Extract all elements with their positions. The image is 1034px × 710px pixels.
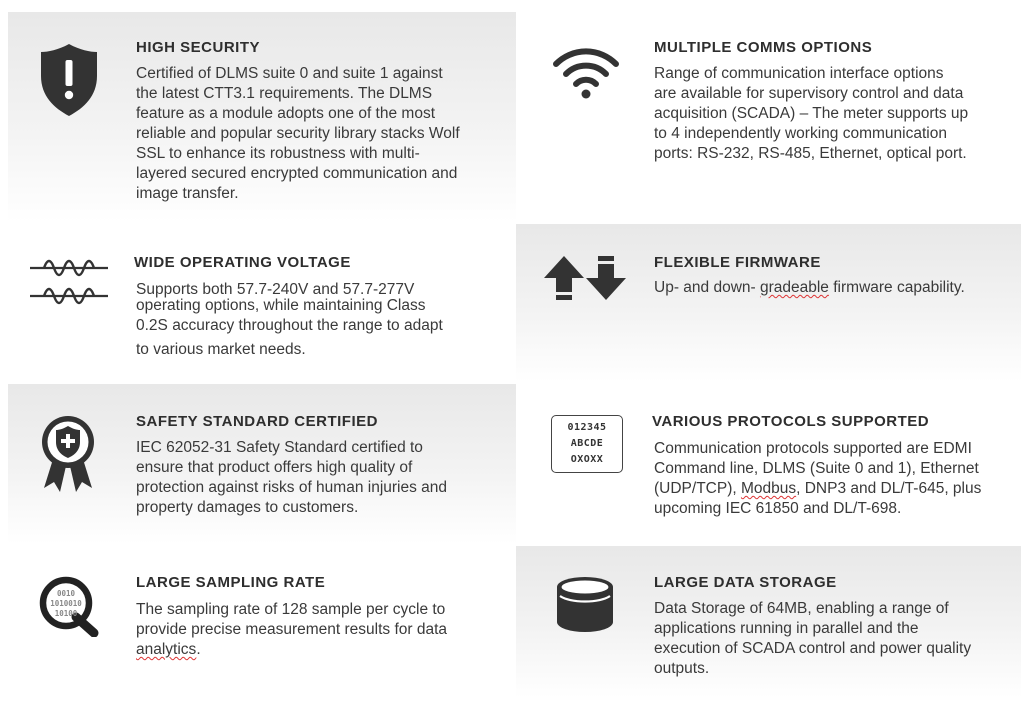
waveform-icon	[28, 254, 110, 310]
feature-description	[654, 278, 1014, 298]
description-line: property damages to customers.	[136, 499, 359, 516]
description-line: to various market needs.	[136, 341, 306, 358]
description-text: (UDP/TCP),	[654, 480, 741, 497]
feature-description	[136, 64, 506, 204]
description-line: reliable and popular security library stacks Wolf	[136, 125, 460, 142]
binary-text: 0010	[56, 589, 76, 598]
feature-description	[654, 599, 1014, 679]
description-line: outputs.	[654, 660, 710, 677]
description-line: the latest CTT3.1 requirements. The DLMS	[136, 85, 433, 102]
description-line: Command line, DLMS (Suite 0 and 1), Ethernet	[654, 460, 979, 477]
feature-description	[654, 439, 1014, 519]
description-line: ports: RS-232, RS-485, Ethernet, optical port.	[654, 145, 967, 162]
spellcheck-marked-word: analytics	[136, 641, 197, 658]
description-line	[654, 479, 1014, 499]
description-line: image transfer.	[136, 185, 239, 202]
protocol-text-icon	[551, 415, 623, 473]
description-line: provide precise measurement results for data	[136, 621, 448, 638]
feature-title: SAFETY STANDARD CERTIFIED	[136, 413, 378, 430]
binary-text: 10100	[54, 609, 78, 618]
description-line: SSL to enhance its robustness with multi-	[136, 145, 420, 162]
description-line: Data Storage of 64MB, enabling a range of	[654, 600, 949, 617]
spellcheck-marked-word: gradeable	[759, 279, 829, 296]
description-line: protection against risks of human injuries and	[136, 479, 448, 496]
description-line: operating options, while maintaining Class	[136, 297, 426, 314]
feature-description	[136, 438, 506, 518]
description-line	[136, 640, 506, 660]
description-line: applications running in parallel and the	[654, 620, 919, 637]
wifi-icon	[552, 46, 620, 100]
feature-title: FLEXIBLE FIRMWARE	[654, 254, 821, 271]
feature-title: MULTIPLE COMMS OPTIONS	[654, 39, 873, 56]
database-cylinder-icon	[555, 576, 615, 634]
description-text: firmware capability.	[828, 279, 965, 296]
binary-text: 1010010	[50, 599, 82, 608]
description-line: acquisition (SCADA) – The meter supports up	[654, 105, 969, 122]
feature-description	[654, 64, 1014, 164]
description-line: feature as a module adopts one of the most	[136, 105, 435, 122]
description-line: execution of SCADA control and power quality	[654, 640, 972, 657]
description-line: layered secured encrypted communication and	[136, 165, 458, 182]
description-text: Up- and down-	[654, 279, 760, 296]
up-down-arrows-icon	[544, 256, 630, 302]
description-text: , DNP3 and DL/T-645, plus	[796, 480, 982, 497]
feature-title: VARIOUS PROTOCOLS SUPPORTED	[652, 413, 930, 430]
description-line: ensure that product offers high quality of	[136, 459, 413, 476]
shield-exclamation-icon	[38, 42, 100, 118]
panel-wide-voltage	[516, 224, 1021, 382]
feature-title: LARGE SAMPLING RATE	[136, 574, 326, 591]
icon-text: OXOXX	[570, 454, 604, 465]
description-text: .	[196, 641, 201, 658]
certified-badge-icon	[38, 412, 98, 496]
icon-text: 012345	[567, 422, 607, 433]
description-line: Supports both 57.7-240V and 57.7-277V	[136, 281, 415, 298]
binary-magnifier-icon	[38, 575, 100, 637]
description-line: Communication protocols supported are EDMI	[654, 440, 972, 457]
description-line: are available for supervisory control and data	[654, 85, 964, 102]
spellcheck-marked-word: Modbus	[740, 480, 797, 497]
description-line: 0.2S accuracy throughout the range to adapt	[136, 317, 443, 334]
feature-title: HIGH SECURITY	[136, 39, 261, 56]
feature-title: LARGE DATA STORAGE	[654, 574, 837, 591]
description-line: Certified of DLMS suite 0 and suite 1 against	[136, 65, 443, 82]
description-line: IEC 62052-31 Safety Standard certified to	[136, 439, 423, 456]
description-line: to 4 independently working communication	[654, 125, 947, 142]
description-line: Range of communication interface options	[654, 65, 944, 82]
feature-description	[136, 282, 506, 362]
feature-description	[136, 600, 506, 660]
description-line: upcoming IEC 61850 and DL/T-698.	[654, 500, 902, 517]
description-line: The sampling rate of 128 sample per cycle to	[136, 601, 446, 618]
icon-text: ABCDE	[570, 438, 604, 449]
feature-title: WIDE OPERATING VOLTAGE	[134, 254, 351, 271]
